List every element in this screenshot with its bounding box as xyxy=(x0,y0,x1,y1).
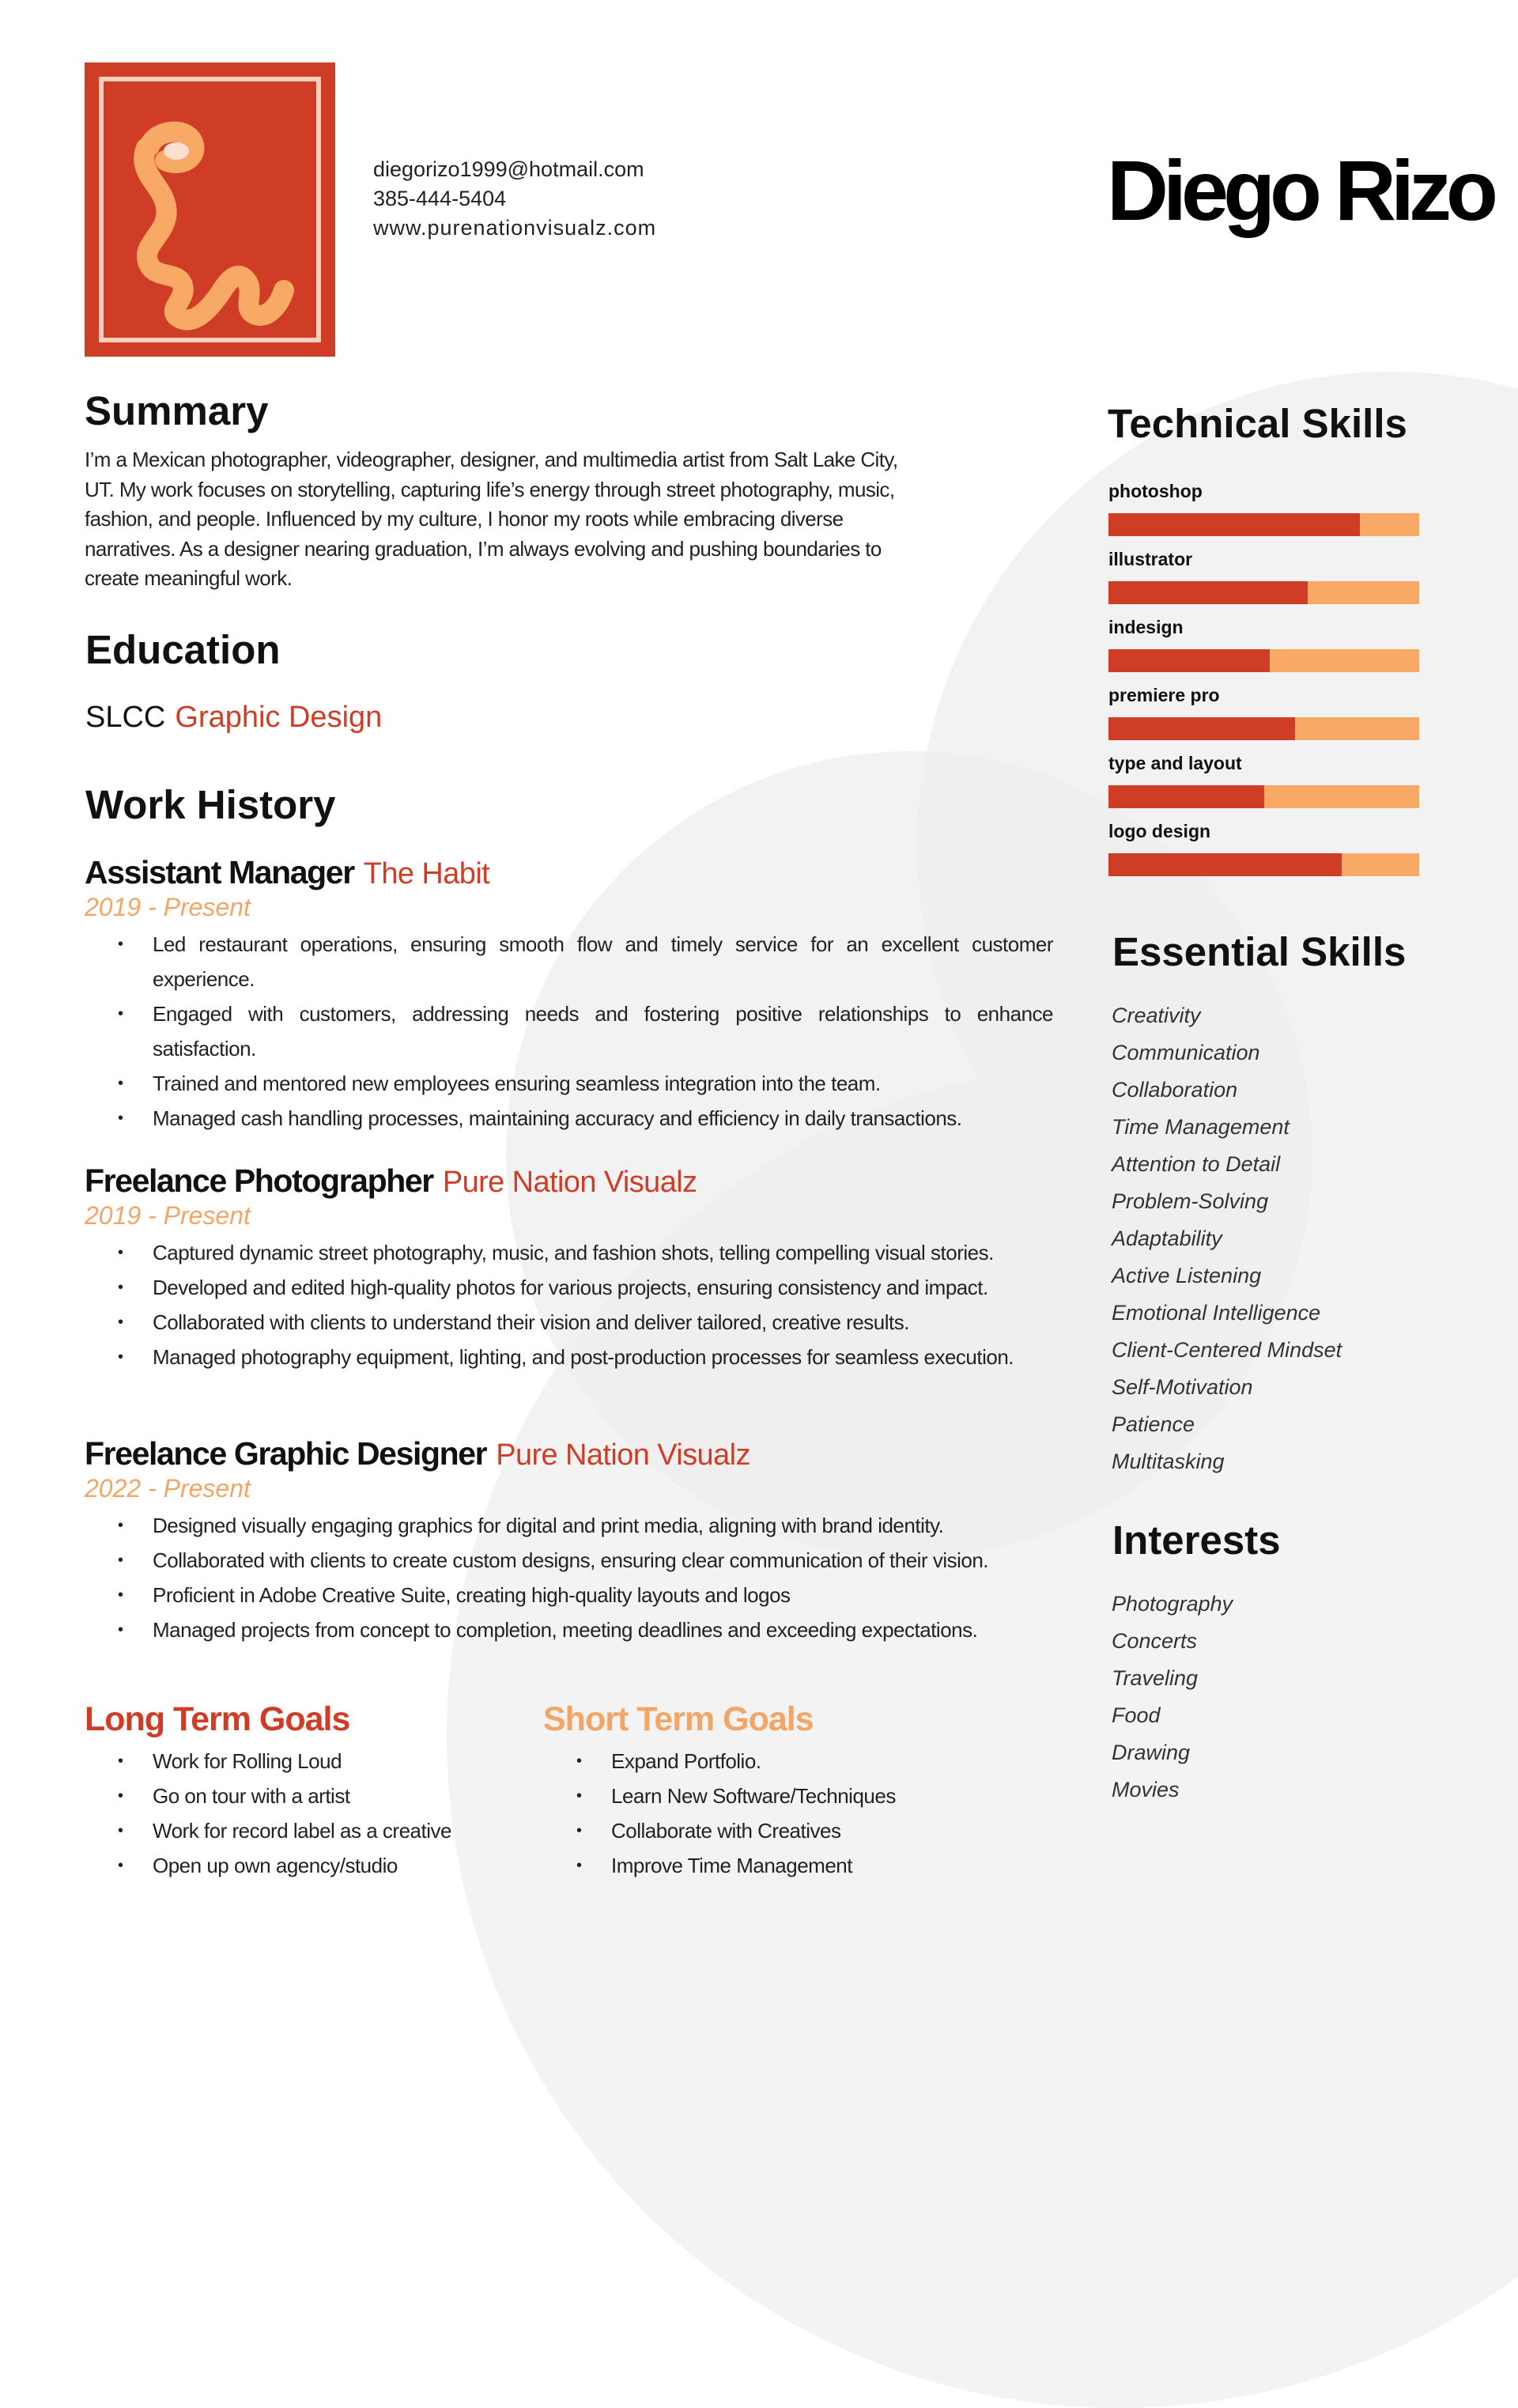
work-history-heading: Work History xyxy=(85,782,336,827)
essential-skills-heading: Essential Skills xyxy=(1112,929,1407,974)
list-item: Active Listening xyxy=(1112,1264,1262,1287)
job-header xyxy=(85,1162,1053,1200)
skill-bar-fill xyxy=(1108,513,1360,536)
list-item: Multitasking xyxy=(1112,1450,1225,1473)
list-item: • Managed projects from concept to completion, meeting deadlines and exceeding expectations. xyxy=(85,1612,1053,1647)
education-entry xyxy=(85,701,382,735)
contact-info xyxy=(373,155,656,243)
skill-bar xyxy=(1108,853,1419,876)
job-header xyxy=(85,854,1053,891)
list-item: • Collaborate with Creatives xyxy=(543,1813,986,1848)
job-entry xyxy=(85,1435,1053,1647)
job-company: The Habit xyxy=(363,857,490,890)
list-item: Adaptability xyxy=(1112,1227,1222,1250)
list-item: • Trained and mentored new employees ensuring seamless integration into the team. xyxy=(85,1066,1053,1101)
essential-skills-list xyxy=(1112,997,1342,1480)
long-term-goals-heading: Long Term Goals xyxy=(85,1700,350,1738)
job-dates: 2022 - Present xyxy=(85,1474,251,1503)
job-bullets xyxy=(85,927,1053,1136)
job-company: Pure Nation Visualz xyxy=(442,1166,697,1199)
list-item: • Collaborated with clients to understand their vision and deliver tailored, creative results. xyxy=(85,1305,1053,1340)
job-entry xyxy=(85,1162,1053,1374)
summary-text: I’m a Mexican photographer, videographer, designer, and multimedia artist from Salt Lake City, UT. My work focuses on storytelling, capturing life’s energy through street photography, music, fashion, and people. Influenced by my culture, I honor my roots while embracing diverse narratives. As a designer nearing graduation, I’m always evolving and pushing boundaries to create meaningful work. xyxy=(85,448,898,590)
list-item: • Learn New Software/Techniques xyxy=(543,1779,986,1813)
short-term-goals xyxy=(543,1700,986,1883)
technical-skills-list xyxy=(1108,481,1419,889)
skill-label: illustrator xyxy=(1108,549,1193,569)
list-item: • Go on tour with a artist xyxy=(85,1779,527,1813)
list-item: • Collaborated with clients to create custom designs, ensuring clear communication of their vision. xyxy=(85,1543,1053,1578)
skill-label: type and layout xyxy=(1108,753,1242,773)
job-title: Assistant Manager xyxy=(85,854,354,890)
long-term-goals-list xyxy=(85,1744,527,1883)
list-item: • Led restaurant operations, ensuring smooth flow and timely service for an excellent customer experience. xyxy=(85,927,1053,996)
list-item: Problem-Solving xyxy=(1112,1189,1269,1213)
list-item: Attention to Detail xyxy=(1112,1152,1281,1176)
skill-bar-fill xyxy=(1108,581,1308,604)
technical-skills-heading: Technical Skills xyxy=(1108,401,1407,446)
list-item: • Proficient in Adobe Creative Suite, creating high-quality layouts and logos xyxy=(85,1578,1053,1612)
short-term-goals-list xyxy=(543,1744,986,1883)
skill-row xyxy=(1108,617,1419,685)
list-item: Creativity xyxy=(1112,1004,1201,1027)
phone-number: 385-444-5404 xyxy=(373,187,507,210)
skill-row xyxy=(1108,481,1419,549)
job-title: Freelance Photographer xyxy=(85,1162,433,1199)
list-item: • Expand Portfolio. xyxy=(543,1744,986,1779)
logo xyxy=(85,62,335,357)
email-link[interactable]: diegorizo1999@hotmail.com xyxy=(373,157,644,181)
skill-bar xyxy=(1108,513,1419,536)
list-item: Concerts xyxy=(1112,1629,1198,1653)
skill-bar xyxy=(1108,649,1419,672)
job-bullets xyxy=(85,1508,1053,1647)
skill-label: photoshop xyxy=(1108,481,1203,501)
job-company: Pure Nation Visualz xyxy=(496,1438,750,1472)
summary-heading: Summary xyxy=(85,388,269,433)
list-item: Emotional Intelligence xyxy=(1112,1301,1321,1325)
list-item: Food xyxy=(1112,1703,1161,1727)
interests-heading: Interests xyxy=(1112,1518,1281,1563)
skill-bar xyxy=(1108,581,1419,604)
list-item: Drawing xyxy=(1112,1741,1191,1764)
skill-bar-fill xyxy=(1108,853,1342,876)
education-heading: Education xyxy=(85,627,281,672)
job-header xyxy=(85,1435,1053,1472)
list-item: • Improve Time Management xyxy=(543,1848,986,1883)
job-entry xyxy=(85,854,1053,1136)
list-item: Photography xyxy=(1112,1592,1233,1616)
job-dates: 2019 - Present xyxy=(85,893,251,921)
list-item: Communication xyxy=(1112,1041,1260,1064)
list-item: • Open up own agency/studio xyxy=(85,1848,527,1883)
website-link[interactable]: www.purenationvisualz.com xyxy=(373,216,657,240)
list-item: Collaboration xyxy=(1112,1078,1238,1102)
list-item: • Managed cash handling processes, maintaining accuracy and efficiency in daily transactions. xyxy=(85,1101,1053,1136)
list-item: • Work for Rolling Loud xyxy=(85,1744,527,1779)
job-dates: 2019 - Present xyxy=(85,1201,251,1230)
skill-row xyxy=(1108,821,1419,889)
program-name: Graphic Design xyxy=(175,701,383,734)
list-item: • Managed photography equipment, lighting, and post-production processes for seamless execution. xyxy=(85,1340,1053,1374)
list-item: Self-Motivation xyxy=(1112,1375,1253,1399)
list-item: Traveling xyxy=(1112,1666,1199,1690)
list-item: • Developed and edited high-quality photos for various projects, ensuring consistency and impact. xyxy=(85,1270,1053,1305)
list-item: • Captured dynamic street photography, music, and fashion shots, telling compelling visual stories. xyxy=(85,1235,1053,1270)
skill-bar-fill xyxy=(1108,649,1270,672)
school-name: SLCC xyxy=(85,701,166,734)
skill-label: premiere pro xyxy=(1108,685,1220,705)
candidate-name: Diego Rizo xyxy=(1107,142,1493,238)
skill-row xyxy=(1108,549,1419,617)
squiggle-monogram-logo-icon xyxy=(85,62,335,357)
job-title: Freelance Graphic Designer xyxy=(85,1435,487,1472)
list-item: Patience xyxy=(1112,1412,1195,1436)
skill-row xyxy=(1108,753,1419,821)
list-item: • Engaged with customers, addressing needs and fostering positive relationships to enhance satisfaction. xyxy=(85,996,1053,1066)
list-item: • Work for record label as a creative xyxy=(85,1813,527,1848)
skill-bar xyxy=(1108,785,1419,808)
long-term-goals xyxy=(85,1700,527,1883)
list-item: Client-Centered Mindset xyxy=(1112,1338,1342,1362)
list-item: • Designed visually engaging graphics for digital and print media, aligning with brand identity. xyxy=(85,1508,1053,1543)
skill-bar-fill xyxy=(1108,785,1264,808)
short-term-goals-heading: Short Term Goals xyxy=(543,1700,814,1738)
interests-list xyxy=(1112,1586,1233,1809)
skill-label: logo design xyxy=(1108,821,1211,841)
skill-bar xyxy=(1108,717,1419,740)
list-item: Movies xyxy=(1112,1778,1180,1801)
skill-label: indesign xyxy=(1108,617,1184,637)
list-item: Time Management xyxy=(1112,1115,1290,1139)
job-bullets xyxy=(85,1235,1053,1374)
skill-bar-fill xyxy=(1108,717,1295,740)
skill-row xyxy=(1108,685,1419,753)
